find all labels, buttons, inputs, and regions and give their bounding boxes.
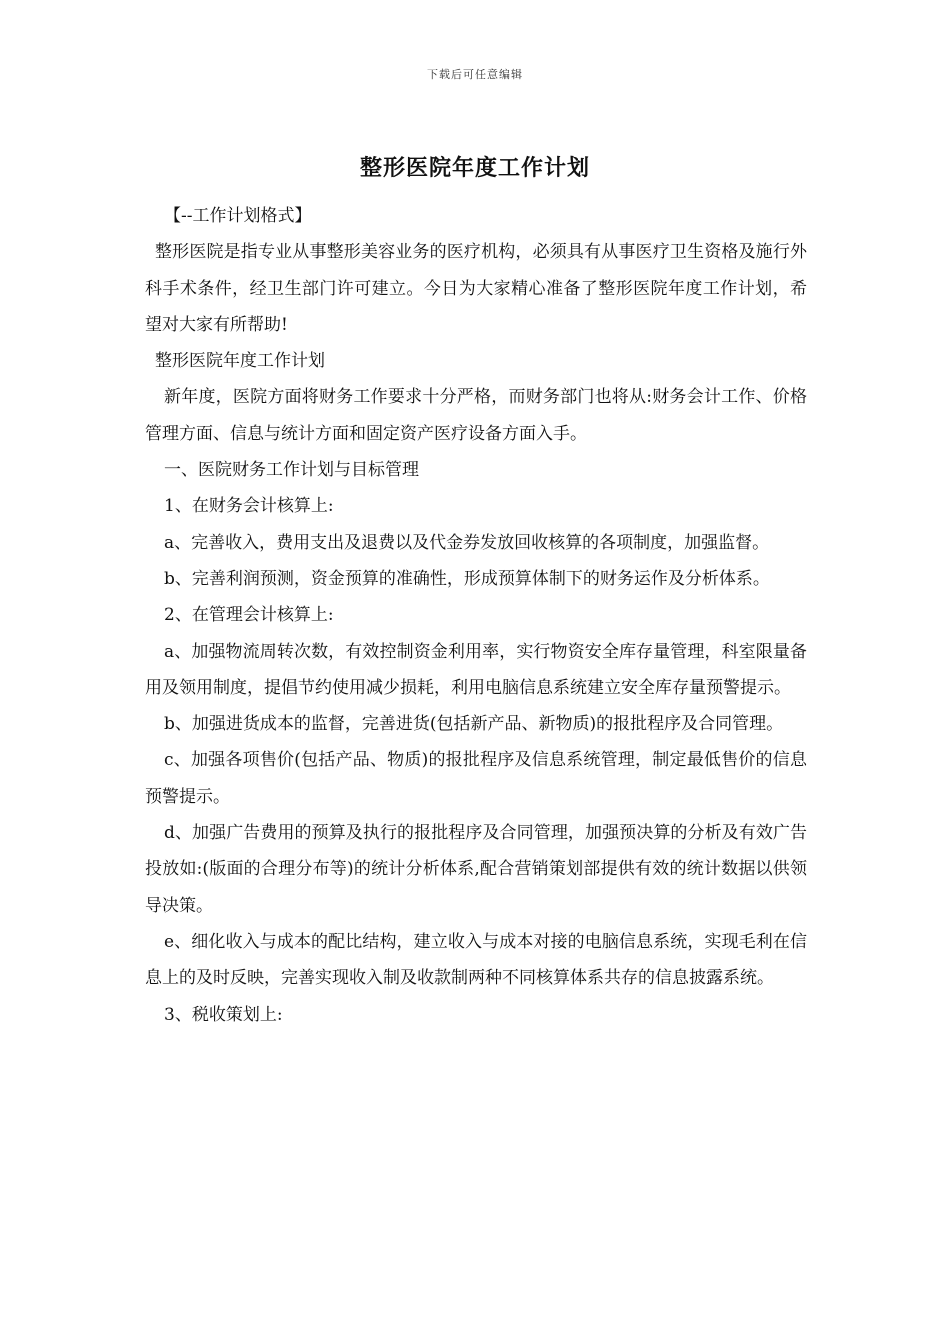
document-body	[145, 198, 807, 1033]
intro-paragraph: 整形医院是指专业从事整形美容业务的医疗机构，必须具有从事医疗卫生资格及施行外科手术条件，经卫生部门许可建立。今日为大家精心准备了整形医院年度工作计划，希望对大家有所帮助!	[145, 242, 807, 335]
overview-paragraph: 新年度，医院方面将财务工作要求十分严格，而财务部门也将从:财务会计工作、价格管理方面、信息与统计方面和固定资产医疗设备方面入手。	[145, 387, 807, 444]
list-item-2c: c、加强各项售价(包括产品、物质)的报批程序及信息系统管理，制定最低售价的信息预警提示。	[145, 750, 807, 807]
subsection-heading-2: 2、在管理会计核算上:	[164, 605, 334, 626]
subsection-heading-1: 1、在财务会计核算上:	[164, 496, 334, 517]
list-item-1a: a、完善收入，费用支出及退费以及代金券发放回收核算的各项制度，加强监督。	[164, 532, 770, 553]
subsection-heading-3: 3、税收策划上:	[164, 1004, 283, 1025]
list-item-2e: e、细化收入与成本的配比结构，建立收入与成本对接的电脑信息系统，实现毛利在信息上的及时反映，完善实现收入制及收款制两种不同核算体系共存的信息披露系统。	[145, 931, 807, 989]
subtitle-paragraph: 整形医院年度工作计划	[155, 351, 325, 372]
list-item-2a: a、加强物流周转次数，有效控制资金利用率，实行物资安全库存量管理，科室限量备用及领用制度，提倡节约使用减少损耗，利用电脑信息系统建立安全库存量预警提示。	[145, 641, 807, 698]
list-item-2d: d、加强广告费用的预算及执行的报批程序及合同管理，加强预决算的分析及有效广告投放如:(版面的合理分布等)的统计分析体系,配合营销策划部提供有效的统计数据以供领导决策。	[145, 823, 807, 916]
document-title: 整形医院年度工作计划	[359, 155, 590, 181]
list-item-2b: b、加强进货成本的监督，完善进货(包括新产品、新物质)的报批程序及合同管理。	[164, 714, 784, 735]
list-item-1b: b、完善利润预测，资金预算的准确性，形成预算体制下的财务运作及分析体系。	[164, 568, 770, 589]
section-heading-1: 一、医院财务工作计划与目标管理	[164, 460, 419, 481]
format-tag: 【--工作计划格式】	[164, 206, 312, 226]
header-note: 下载后可任意编辑	[427, 68, 523, 81]
